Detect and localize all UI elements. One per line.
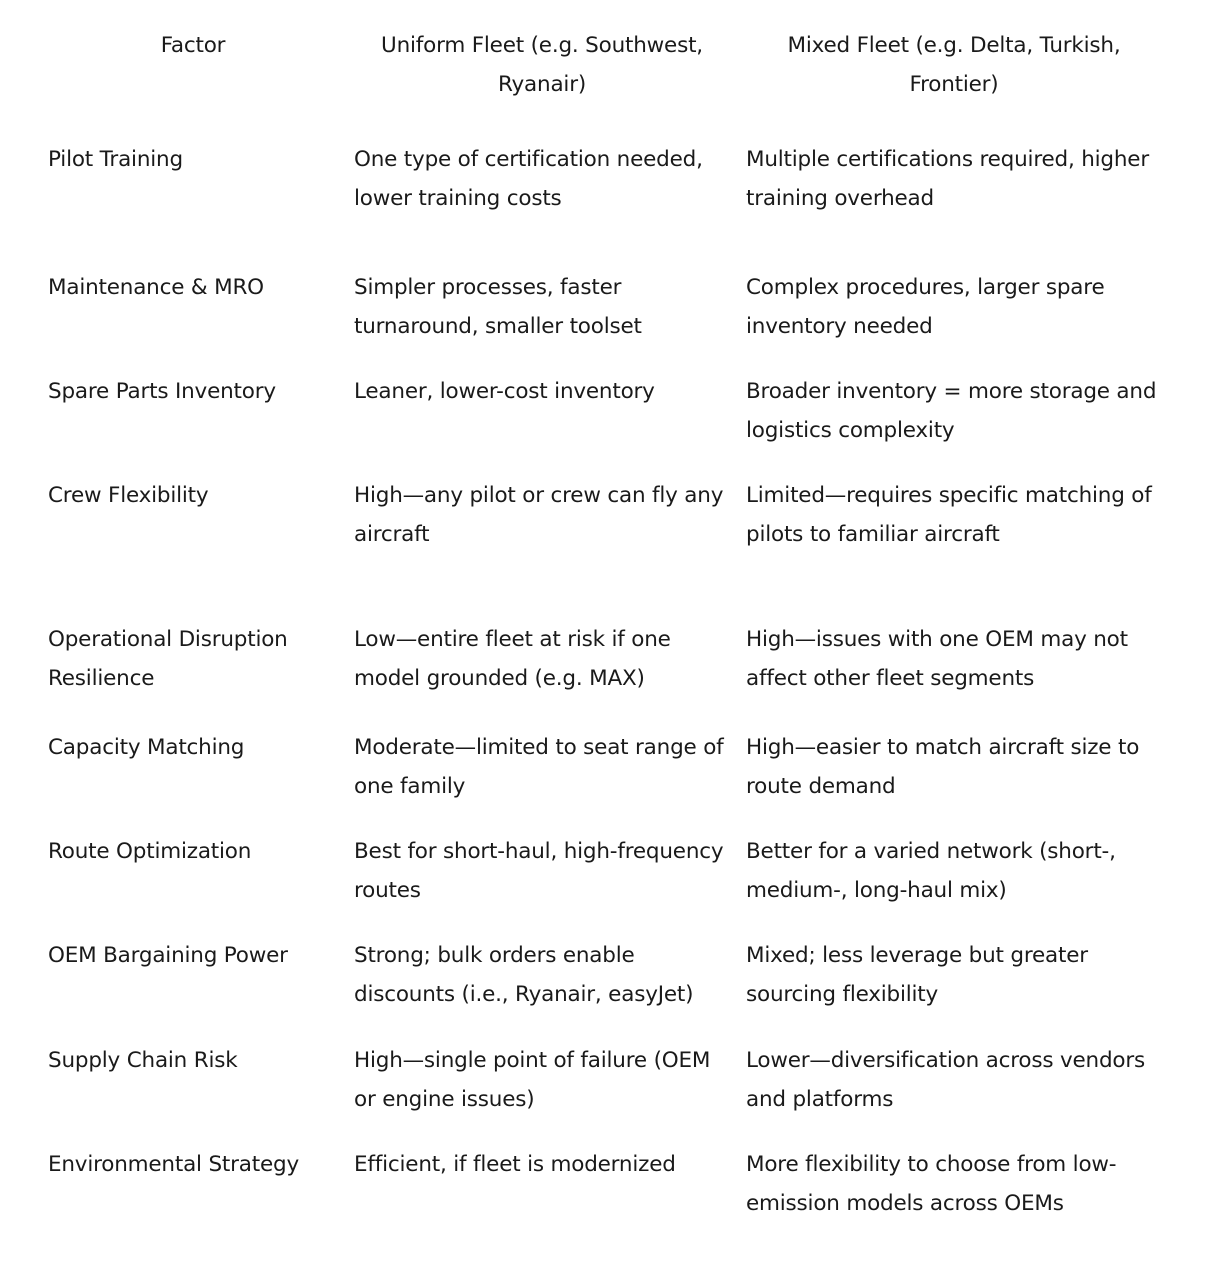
factor-cell: Supply Chain Risk: [48, 1048, 238, 1073]
mixed-cell: Complex procedures, larger spare inventory needed: [746, 275, 1105, 339]
factor-cell: OEM Bargaining Power: [48, 943, 288, 968]
mixed-cell: High—issues with one OEM may not affect other fleet segments: [746, 627, 1128, 691]
header-mixed-fleet: Mixed Fleet (e.g. Delta, Turkish, Frontier): [787, 33, 1121, 97]
factor-cell: Route Optimization: [48, 839, 252, 864]
table-row: [40, 936, 1170, 1041]
factor-cell: Crew Flexibility: [48, 483, 209, 508]
mixed-cell: High—easier to match aircraft size to route demand: [746, 735, 1140, 799]
mixed-cell: More flexibility to choose from low-emission models across OEMs: [746, 1152, 1117, 1216]
table-row: [40, 268, 1170, 372]
uniform-cell: One type of certification needed, lower training costs: [354, 147, 703, 211]
table-row: [40, 476, 1170, 620]
uniform-cell: High—any pilot or crew can fly any aircraft: [354, 483, 724, 547]
uniform-cell: Moderate—limited to seat range of one family: [354, 735, 724, 799]
header-row: [40, 26, 1170, 140]
uniform-cell: High—single point of failure (OEM or engine issues): [354, 1048, 711, 1112]
mixed-cell: Multiple certifications required, higher training overhead: [746, 147, 1149, 211]
uniform-cell: Best for short-haul, high-frequency routes: [354, 839, 724, 903]
factor-cell: Environmental Strategy: [48, 1152, 299, 1177]
header-uniform-fleet: Uniform Fleet (e.g. Southwest, Ryanair): [381, 33, 703, 97]
table-row: [40, 1145, 1170, 1225]
mixed-cell: Better for a varied network (short-, medium-, long-haul mix): [746, 839, 1116, 903]
mixed-cell: Limited—requires specific matching of pilots to familiar aircraft: [746, 483, 1152, 547]
mixed-cell: Mixed; less leverage but greater sourcing flexibility: [746, 943, 1088, 1007]
table-row: [40, 1041, 1170, 1145]
table-row: [40, 620, 1170, 728]
header-factor: Factor: [160, 33, 226, 58]
factor-cell: Capacity Matching: [48, 735, 245, 760]
fleet-comparison-table: [40, 26, 1170, 1225]
table-row: [40, 372, 1170, 476]
mixed-cell: Broader inventory = more storage and logistics complexity: [746, 379, 1157, 443]
table-body: [40, 140, 1170, 1225]
uniform-cell: Low—entire fleet at risk if one model grounded (e.g. MAX): [354, 627, 671, 691]
uniform-cell: Efficient, if fleet is modernized: [354, 1152, 676, 1177]
mixed-cell: Lower—diversification across vendors and platforms: [746, 1048, 1146, 1112]
table-row: [40, 140, 1170, 268]
table-header: [40, 26, 1170, 140]
factor-cell: Spare Parts Inventory: [48, 379, 276, 404]
uniform-cell: Strong; bulk orders enable discounts (i.e., Ryanair, easyJet): [354, 943, 694, 1007]
uniform-cell: Leaner, lower-cost inventory: [354, 379, 655, 404]
factor-cell: Maintenance & MRO: [48, 275, 264, 300]
factor-cell: Operational Disruption Resilience: [48, 627, 288, 691]
table-row: [40, 728, 1170, 832]
table-row: [40, 832, 1170, 936]
factor-cell: Pilot Training: [48, 147, 183, 172]
uniform-cell: Simpler processes, faster turnaround, smaller toolset: [354, 275, 642, 339]
